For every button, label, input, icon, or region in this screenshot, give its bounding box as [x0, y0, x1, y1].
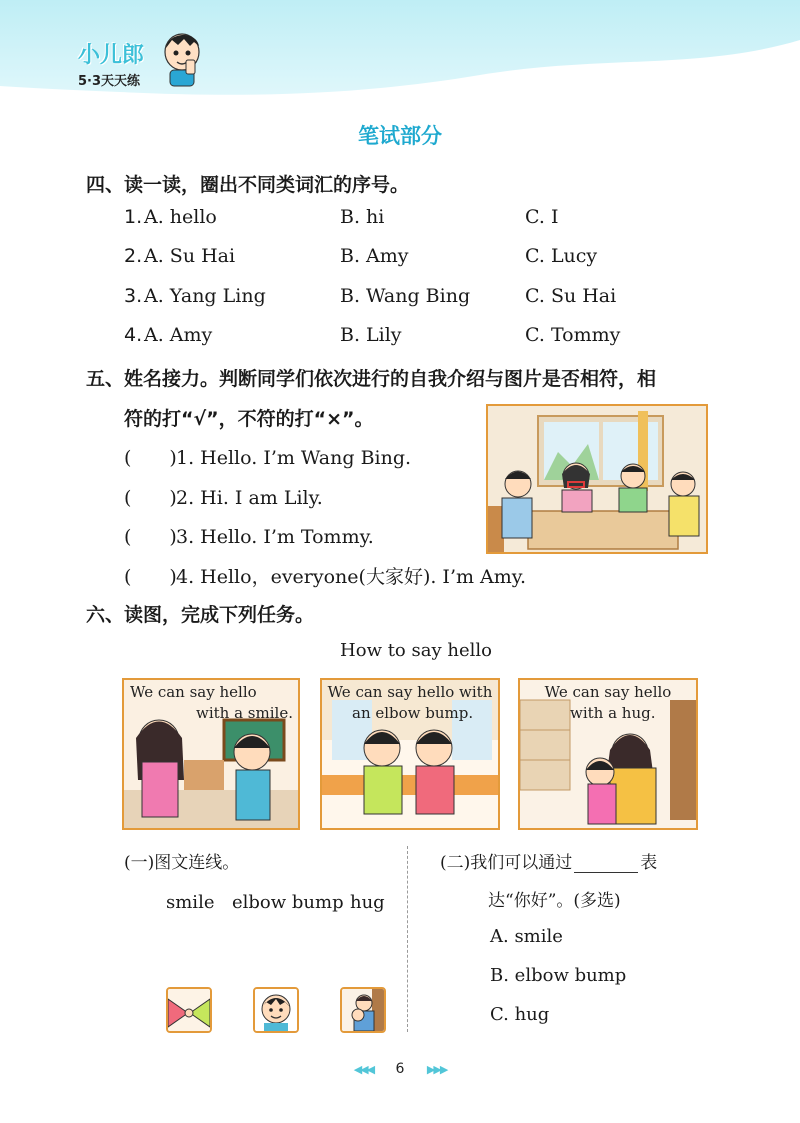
row-num: 4.: [124, 324, 143, 346]
section4-row: [124, 206, 684, 232]
column-divider: [407, 846, 408, 1032]
row-num: 1.: [124, 206, 143, 228]
caption-line2: with a smile.: [196, 704, 293, 722]
caption-line1: We can say hello: [130, 683, 257, 701]
section6-heading: 六、读图，完成下列任务。: [86, 604, 315, 626]
option-smile[interactable]: A. smile: [490, 926, 563, 947]
page-number: 6: [395, 1061, 405, 1077]
option-c: C. I: [525, 206, 559, 228]
judge-item: [124, 483, 484, 510]
caption-line1: We can say hello with: [327, 683, 493, 701]
classroom-illustration: [488, 406, 706, 552]
hug-icon: [342, 989, 384, 1031]
next-arrows-icon: ▶▶▶: [426, 1063, 447, 1076]
smile-picture[interactable]: [253, 987, 299, 1033]
classroom-picture: [486, 404, 708, 554]
caption-line2: with a hug.: [570, 704, 656, 722]
option-hug[interactable]: C. hug: [490, 1004, 550, 1025]
judge-item: [124, 443, 484, 470]
section5-heading-line2: 符的打“√”，不符的打“×”。: [124, 408, 374, 430]
page-title: 笔试部分: [358, 124, 442, 148]
panel-caption: [126, 682, 298, 724]
judge-item: [124, 522, 484, 549]
section5-heading-line1: 五、姓名接力。判断同学们依次进行的自我介绍与图片是否相符，相: [86, 368, 657, 390]
section4-row: [124, 324, 684, 350]
option-c: C. Tommy: [525, 324, 621, 346]
part2-label-pre: (二)我们可以通过: [440, 853, 573, 873]
row-num: 2.: [124, 245, 143, 267]
elbow-picture[interactable]: [166, 987, 212, 1033]
prev-arrows-icon: ◀◀◀: [353, 1063, 374, 1076]
part2-line2: 达“你好”。(多选): [488, 891, 621, 911]
judge-text: 3. Hello. I’m Tommy.: [176, 526, 374, 548]
panel-caption: [322, 682, 498, 724]
option-a: A. Yang Ling: [144, 285, 266, 307]
option-b: B. Amy: [340, 245, 409, 267]
elbow-icon: [168, 989, 210, 1031]
judge-text: 4. Hello，everyone(大家好). I’m Amy.: [176, 566, 527, 588]
answer-blank[interactable]: [574, 854, 638, 873]
judge-text: 1. Hello. I’m Wang Bing.: [176, 447, 412, 469]
option-a: A. Amy: [144, 324, 213, 346]
panel-caption: [520, 682, 696, 724]
panel-elbow-bump: [320, 678, 500, 830]
option-elbow-bump[interactable]: B. elbow bump: [490, 965, 627, 986]
option-a: A. Su Hai: [144, 245, 236, 267]
part2-label-post: 表: [640, 853, 658, 873]
option-b: B. Lily: [340, 324, 402, 346]
row-num: 3.: [124, 285, 143, 307]
part1-label: (一)图文连线。: [124, 853, 240, 873]
option-c: C. Lucy: [525, 245, 598, 267]
word-hug[interactable]: hug: [350, 892, 385, 913]
answer-paren[interactable]: ( ): [124, 566, 177, 588]
logo: [78, 38, 208, 98]
section4-row: [124, 245, 684, 271]
judge-item: [124, 562, 584, 589]
boy-face-icon: [255, 989, 297, 1031]
mascot-icon: [160, 30, 204, 88]
logo-top: 小儿郎: [78, 43, 145, 68]
option-b: B. hi: [340, 206, 385, 228]
judge-text: 2. Hi. I am Lily.: [176, 487, 323, 509]
caption-line2: an elbow bump.: [352, 704, 474, 722]
answer-paren[interactable]: ( ): [124, 447, 177, 469]
panel-smile: [122, 678, 300, 830]
logo-bottom: 5·3天天练: [78, 74, 141, 89]
part2-line1: [440, 848, 657, 873]
section6-subtitle: How to say hello: [340, 640, 492, 661]
answer-paren[interactable]: ( ): [124, 487, 177, 509]
page-footer: [0, 1061, 800, 1077]
answer-paren[interactable]: ( ): [124, 526, 177, 548]
hug-picture[interactable]: [340, 987, 386, 1033]
word-elbow-bump[interactable]: elbow bump: [232, 892, 344, 913]
section4-row: [124, 285, 684, 311]
caption-line1: We can say hello: [544, 683, 672, 701]
word-smile[interactable]: smile: [166, 892, 215, 913]
option-b: B. Wang Bing: [340, 285, 471, 307]
option-c: C. Su Hai: [525, 285, 617, 307]
panel-hug: [518, 678, 698, 830]
section4-heading: 四、读一读，圈出不同类词汇的序号。: [86, 174, 410, 196]
option-a: A. hello: [144, 206, 217, 228]
